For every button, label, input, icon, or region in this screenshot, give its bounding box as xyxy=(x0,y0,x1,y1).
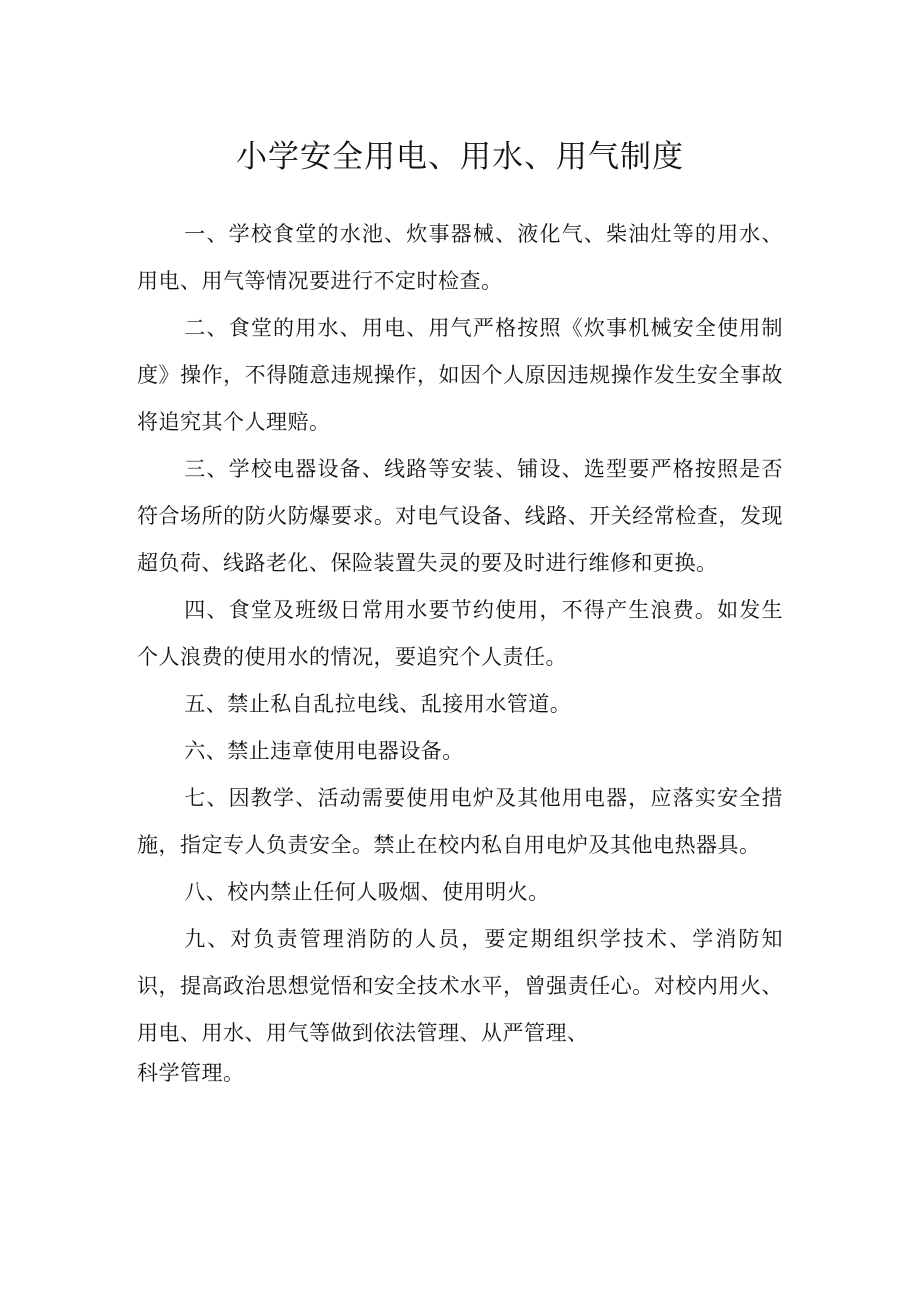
paragraph-7: 七、因教学、活动需要使用电炉及其他用电器，应落实安全措施，指定专人负责安全。禁止在校内私自用电炉及其他电热器具。 xyxy=(137,786,783,857)
paragraph-4: 四、食堂及班级日常用水要节约使用，不得产生浪费。如发生个人浪费的使用水的情况，要追究个人责任。 xyxy=(137,598,783,669)
paragraph-5: 五、禁止私自乱拉电线、乱接用水管道。 xyxy=(184,692,572,716)
document-body xyxy=(137,211,783,1089)
paragraph-3: 三、学校电器设备、线路等安装、铺设、选型要严格按照是否符合场所的防火防爆要求。对电气设备、线路、开关经常检查，发现超负荷、线路老化、保险装置失灵的要及时进行维修和更换。 xyxy=(137,457,783,575)
paragraph-2: 二、食堂的用水、用电、用气严格按照《炊事机械安全使用制度》操作，不得随意违规操作，如因个人原因违规操作发生安全事故将追究其个人理赔。 xyxy=(137,316,783,434)
paragraph-1: 一、学校食堂的水池、炊事器械、液化气、柴油灶等的用水、用电、用气等情况要进行不定时检查。 xyxy=(137,222,783,293)
paragraph-9-tail: 科学管理。 xyxy=(137,1061,245,1085)
paragraph-8: 八、校内禁止任何人吸烟、使用明火。 xyxy=(184,880,550,904)
paragraph-9: 九、对负责管理消防的人员，要定期组织学技术、学消防知识，提高政治思想觉悟和安全技术水平，曾强责任心。对校内用火、用电、用水、用气等做到依法管理、从严管理、 xyxy=(137,927,783,1045)
document-title: 小学安全用电、用水、用气制度 xyxy=(236,139,684,175)
paragraph-6: 六、禁止违章使用电器设备。 xyxy=(184,739,464,763)
